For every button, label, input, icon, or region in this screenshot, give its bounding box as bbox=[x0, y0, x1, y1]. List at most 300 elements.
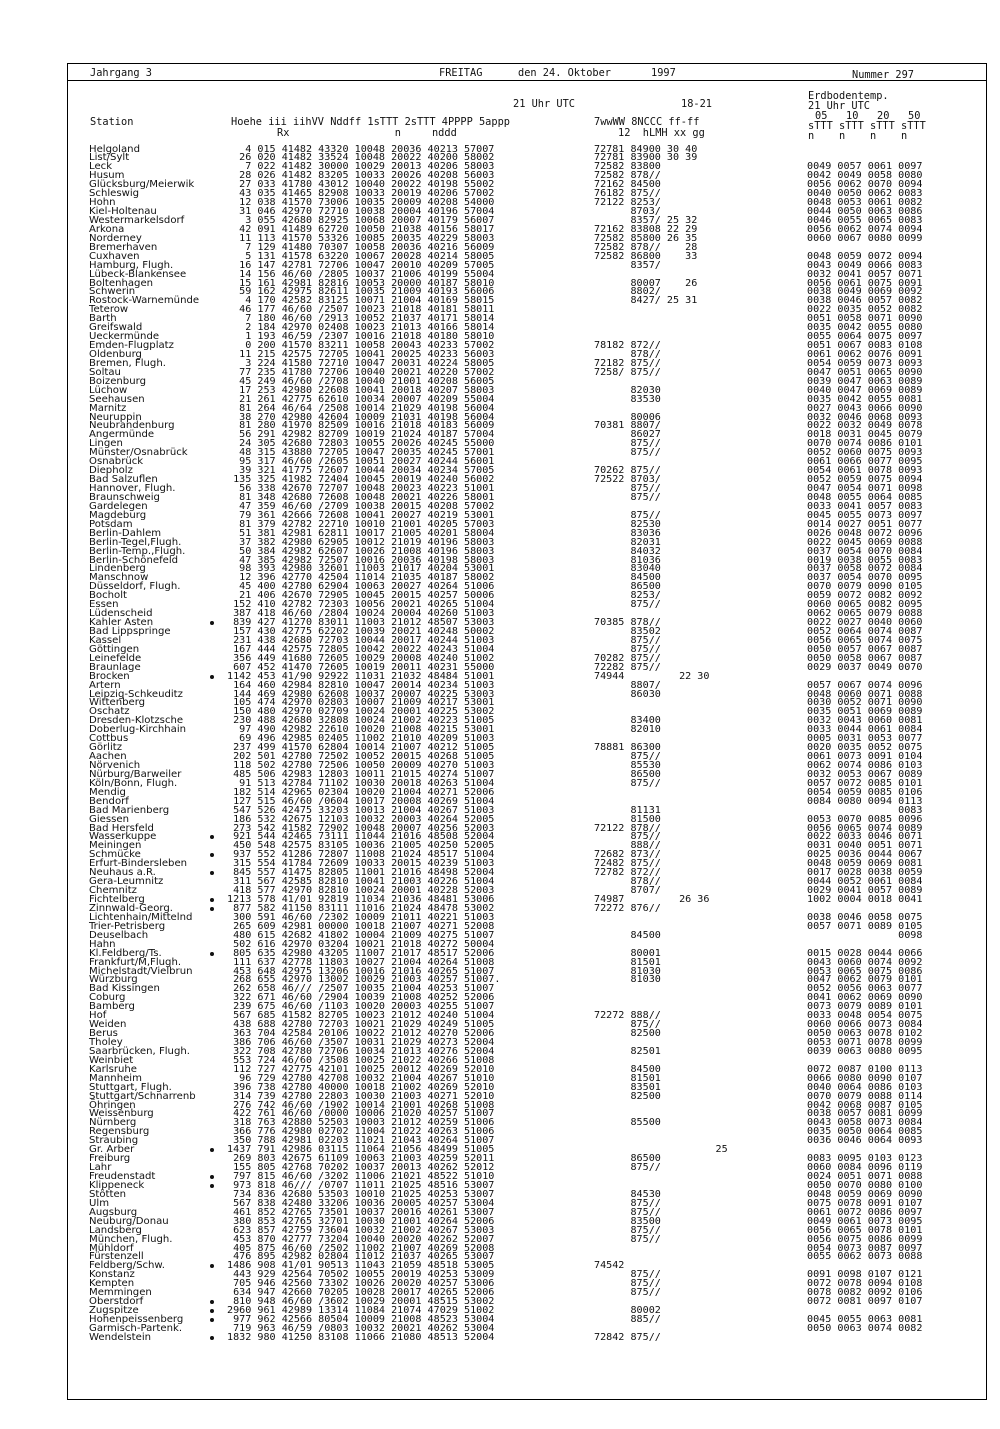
synop-codes: 418 577 42970 82810 10024 20001 40228 52003 bbox=[227, 885, 495, 897]
synop-codes: 28 026 41482 83205 10033 20026 40208 56003 bbox=[227, 170, 495, 182]
weather-codes: 875// bbox=[594, 1224, 661, 1236]
soil-temperatures: 0046 0055 0065 0083 bbox=[807, 214, 923, 226]
synop-codes: 265 609 42981 00000 10018 21007 40271 52008 bbox=[227, 920, 495, 932]
station-name: Freiburg bbox=[89, 1153, 131, 1165]
synop-codes: 300 591 46/60 /2302 10009 21011 40221 51003 bbox=[227, 911, 495, 923]
weather-codes: 70262 875// bbox=[594, 465, 661, 477]
station-name: Bocholt bbox=[89, 590, 127, 602]
soil-temperatures: 0030 0052 0071 0090 bbox=[807, 697, 923, 709]
soil-temperatures: 0032 0041 0057 0071 bbox=[807, 268, 923, 280]
station-name: Weinbiet bbox=[89, 1054, 134, 1066]
station-name: List/Sylt bbox=[89, 152, 130, 164]
station-name: Doberlug-Kirchhain bbox=[89, 724, 187, 736]
weather-codes: 78881 86300 bbox=[594, 742, 661, 754]
soil-temperatures: 0056 0062 0070 0094 bbox=[807, 179, 923, 191]
weather-codes: 875// bbox=[594, 1269, 661, 1281]
station-name: Fürstenzell bbox=[89, 1251, 144, 1263]
weather-codes: 875// bbox=[594, 438, 661, 450]
synop-codes: 59 162 42975 82611 10035 21009 40193 56006 bbox=[227, 286, 495, 298]
weather-codes: 8707/ bbox=[594, 885, 661, 897]
synop-codes: 450 548 42575 83105 10036 21005 40250 52005 bbox=[227, 840, 495, 852]
station-name: Leinefelde bbox=[89, 652, 142, 664]
synop-codes: 12 038 41570 73006 10035 20009 40208 54000 bbox=[227, 197, 495, 209]
weather-codes: 72482 875// bbox=[594, 858, 661, 870]
soil-temperatures: 0027 0043 0066 0090 bbox=[807, 402, 923, 414]
station-name: Boizenburg bbox=[89, 375, 146, 387]
weather-codes: 72272 876// bbox=[594, 902, 661, 914]
weather-codes: 82500 bbox=[594, 1090, 661, 1102]
synop-codes: 318 763 42880 52503 10003 21012 40259 51006 bbox=[227, 1117, 495, 1129]
synop-codes: 157 430 42775 62202 10039 20021 40248 50002 bbox=[227, 625, 495, 637]
soil-temperatures: 0048 0059 0069 0090 bbox=[807, 1188, 923, 1200]
station-name: Hannover, Flugh. bbox=[89, 483, 176, 495]
soil-temperatures: 0044 0050 0063 0086 bbox=[807, 206, 923, 218]
station-name: Kassel bbox=[89, 634, 122, 646]
synop-codes: 144 469 42980 62608 10037 20007 40225 53003 bbox=[227, 688, 495, 700]
synop-codes: 567 838 42480 33206 10036 20005 40257 53004 bbox=[227, 1197, 495, 1209]
soil-temperatures: 0049 0061 0073 0095 bbox=[807, 1215, 923, 1227]
station-name: Boltenhagen bbox=[89, 277, 154, 289]
synop-codes: 322 708 42780 72706 10034 21013 40276 52004 bbox=[227, 1045, 495, 1057]
soil-temperatures: 0083 bbox=[807, 804, 923, 816]
soil-temperatures: 0043 0049 0066 0083 bbox=[807, 259, 923, 271]
synop-codes: 5 131 41578 63220 10067 20028 40214 58005 bbox=[227, 250, 495, 262]
station-name: Berlin-Temp.,Flugh. bbox=[89, 545, 186, 557]
soil-temperatures: 0035 0050 0064 0085 bbox=[807, 1126, 923, 1138]
soil-temperatures: 0038 0057 0081 0099 bbox=[807, 1108, 923, 1120]
soil-temperatures: 0033 0048 0054 0075 bbox=[807, 1010, 923, 1022]
station-name: Ulm bbox=[89, 1197, 110, 1209]
soil-temperatures: 0060 0067 0080 0099 bbox=[807, 232, 923, 244]
station-name: Klippeneck bbox=[89, 1179, 145, 1191]
weather-codes: 7258/ 875// bbox=[594, 366, 661, 378]
synop-codes: 202 501 42780 72502 10052 20015 40268 51005 bbox=[227, 751, 495, 763]
year-label: Jahrgang 3 bbox=[90, 67, 152, 79]
synop-codes: 705 946 42560 73302 10026 20020 40257 53006 bbox=[227, 1278, 495, 1290]
synop-codes: 45 249 46/60 /2708 10040 21001 40208 56005 bbox=[227, 375, 495, 387]
soil-temperatures: 0039 0047 0063 0089 bbox=[807, 375, 923, 387]
synop-codes: 45 400 42780 62904 10063 20027 40264 51006 bbox=[227, 581, 495, 593]
weather-codes: 82530 bbox=[594, 518, 661, 530]
soil-temperatures: 0035 0042 0055 0080 bbox=[807, 322, 923, 334]
station-name: Mühldorf bbox=[89, 1242, 134, 1254]
station-name: Tholey bbox=[89, 1037, 123, 1048]
weather-codes: 875// bbox=[594, 1233, 661, 1245]
synop-codes: 96 729 42780 42708 10032 21004 40267 51010 bbox=[227, 1072, 495, 1084]
synop-codes: 553 724 46/60 /3508 10025 21022 40266 51008 bbox=[227, 1054, 495, 1066]
station-name: Weissenburg bbox=[89, 1108, 154, 1120]
synop-codes: 1 193 46/59 /2307 10016 21018 40180 58010 bbox=[227, 331, 495, 343]
soil-temperatures: 0050 0063 0074 0082 bbox=[807, 1322, 923, 1334]
station-name: Kl.Feldberg/Ts. bbox=[89, 947, 162, 959]
station-name: Oschatz bbox=[89, 706, 130, 718]
synop-codes: 3 224 41580 72710 10047 20031 40224 58005 bbox=[227, 357, 495, 369]
weather-codes: 72122 878// bbox=[594, 822, 661, 834]
station-name: Lübeck-Blankensee bbox=[89, 268, 187, 280]
synop-codes: 81 280 41970 82509 10016 21018 40183 56009 bbox=[227, 420, 495, 432]
station-name: Gr. Arber bbox=[89, 1144, 135, 1156]
mountain-station-marker bbox=[210, 1175, 214, 1179]
weather-codes: 85500 bbox=[594, 1117, 661, 1129]
station-name: Wittenberg bbox=[89, 697, 146, 709]
synop-codes: 111 637 42778 11803 10027 21004 40264 51008 bbox=[227, 956, 495, 968]
soil-temperatures: 0032 0053 0067 0089 bbox=[807, 768, 923, 780]
synop-codes: 350 788 42981 02203 11021 21043 40264 51007 bbox=[227, 1135, 495, 1147]
synop-codes: 461 852 42765 73501 10037 20016 40261 53007 bbox=[227, 1206, 495, 1218]
soil-temperatures: 0022 0045 0069 0088 bbox=[807, 536, 923, 548]
mountain-station-marker bbox=[210, 907, 214, 911]
soil-temperatures: 0036 0046 0064 0093 bbox=[807, 1135, 923, 1147]
weather-codes: 84500 bbox=[594, 929, 661, 941]
soil-temperatures: 0039 0063 0080 0095 bbox=[807, 1045, 923, 1057]
weather-codes: 74944 22 30 bbox=[594, 670, 710, 682]
soil-temperatures: 0020 0035 0052 0075 bbox=[807, 742, 923, 754]
synop-codes: 567 685 41582 82705 10023 21012 40240 51004 bbox=[227, 1010, 495, 1022]
synop-codes: 805 635 42980 43205 11007 21017 48517 52006 bbox=[227, 947, 495, 959]
soil-temperatures: 0032 0043 0060 0081 bbox=[807, 715, 923, 727]
soil-temperatures: 0066 0080 0090 0107 bbox=[807, 1072, 923, 1084]
weather-codes: 875// bbox=[594, 643, 661, 655]
mountain-station-marker bbox=[210, 1148, 214, 1152]
soil-temperatures: 0050 0063 0078 0102 bbox=[807, 1028, 923, 1040]
weather-codes: 875// bbox=[594, 447, 661, 459]
station-name: Frankfurt/M,Flugh. bbox=[89, 956, 182, 968]
soil-temperatures: 0050 0057 0067 0087 bbox=[807, 643, 923, 655]
station-name: Arkona bbox=[89, 223, 125, 235]
soil-temperatures: 0070 0074 0086 0101 bbox=[807, 438, 923, 450]
synop-codes: 262 658 46/// /2507 10035 21004 40253 51007 bbox=[227, 983, 495, 995]
weather-codes: 74542 bbox=[594, 1260, 625, 1272]
synop-codes: 845 557 41475 82805 11001 21016 48498 52004 bbox=[227, 867, 495, 879]
synop-codes: 230 488 42680 32808 10024 21002 40223 51005 bbox=[227, 715, 495, 727]
weather-codes: 8703/ bbox=[594, 206, 661, 218]
soil-temperatures: 0061 0072 0086 0097 bbox=[807, 1206, 923, 1218]
soil-temperatures: 0060 0084 0096 0119 bbox=[807, 1162, 923, 1174]
station-name: Erfurt-Bindersleben bbox=[89, 858, 188, 870]
station-name: Zugspitze bbox=[89, 1305, 139, 1317]
station-name: Mendig bbox=[89, 786, 126, 798]
weather-codes: 888// bbox=[594, 840, 661, 852]
synop-codes: 386 706 46/60 /3507 10031 21029 40273 52004 bbox=[227, 1037, 495, 1048]
synop-codes: 182 514 42965 02304 10020 21004 40271 52006 bbox=[227, 786, 495, 798]
station-name: Hamburg, Flugh. bbox=[89, 259, 174, 271]
soil-temperatures: 0019 0038 0055 0083 bbox=[807, 554, 923, 566]
soil-temperatures: 0022 0033 0046 0071 bbox=[807, 831, 923, 843]
station-name: Schwerin bbox=[89, 286, 136, 298]
synop-codes: 77 235 41780 72706 10040 20021 40220 57002 bbox=[227, 366, 495, 378]
station-name: Augsburg bbox=[89, 1206, 138, 1218]
station-name: Braunlage bbox=[89, 661, 141, 673]
station-name: Schmücke bbox=[89, 849, 141, 861]
station-name: Hohenpeissenberg bbox=[89, 1313, 184, 1325]
table-row bbox=[0, 1332, 1000, 1343]
synop-codes: 607 452 41470 72605 10019 20011 40231 55000 bbox=[227, 661, 495, 673]
station-name: Schleswig bbox=[89, 188, 140, 200]
soil-temperatures: 0045 0055 0063 0081 bbox=[807, 1313, 923, 1325]
station-name: Chemnitz bbox=[89, 885, 137, 897]
synop-codes: 380 853 42765 32701 10030 21001 40264 52006 bbox=[227, 1215, 495, 1227]
synop-codes: 356 449 41680 72605 10029 20008 40240 51002 bbox=[227, 652, 495, 664]
weather-codes: 875// bbox=[594, 483, 661, 495]
station-name: Osnabrück bbox=[89, 456, 144, 468]
soil-temperatures: 0070 0079 0088 0114 bbox=[807, 1090, 923, 1102]
station-name: Görlitz bbox=[89, 742, 123, 754]
station-name: Hahn bbox=[89, 938, 116, 950]
station-name: Nörvenich bbox=[89, 760, 141, 771]
synop-codes: 973 818 46/// /0707 11011 21025 48516 53007 bbox=[227, 1179, 495, 1191]
station-name: Münster/Osnabrück bbox=[89, 447, 188, 459]
synop-codes: 15 161 42981 82816 10053 20000 40187 58010 bbox=[227, 277, 495, 289]
synop-codes: 4 170 42582 83125 10071 21004 40169 58015 bbox=[227, 295, 495, 307]
station-name: Neuhaus a.R. bbox=[89, 867, 156, 879]
synop-codes: 2960 961 42989 13314 11084 21074 47029 51002 bbox=[227, 1305, 495, 1317]
synop-codes: 97 490 42982 22610 10020 21008 40215 53001 bbox=[227, 724, 495, 736]
soil-temperatures: 0035 0051 0069 0089 bbox=[807, 706, 923, 718]
station-name: Artern bbox=[89, 679, 121, 691]
station-name: Ueckermünde bbox=[89, 331, 160, 343]
synop-codes: 38 270 42980 42604 10009 21031 40198 56004 bbox=[227, 411, 495, 423]
soil-temperatures: 0051 0067 0083 0108 bbox=[807, 340, 923, 352]
station-name: Neuruppin bbox=[89, 411, 142, 423]
weather-codes: 84530 bbox=[594, 1188, 661, 1200]
soil-temperatures: 0054 0061 0078 0093 bbox=[807, 465, 923, 477]
soil-temperatures: 0047 0051 0065 0090 bbox=[807, 366, 923, 378]
soil-temperatures: 0050 0070 0080 0100 bbox=[807, 1179, 923, 1191]
weather-codes: 84500 bbox=[594, 1063, 661, 1075]
synop-codes: 17 253 42980 22608 10041 20018 40207 58003 bbox=[227, 384, 495, 396]
soil-temperatures: 0048 0055 0064 0085 bbox=[807, 491, 923, 503]
soil-temperatures: 0051 0058 0071 0090 bbox=[807, 313, 923, 325]
soil-temperatures: 0015 0028 0044 0066 bbox=[807, 947, 923, 959]
weather-codes: 83040 bbox=[594, 563, 661, 575]
weather-codes: 72781 84900 30 40 bbox=[594, 143, 698, 155]
weather-codes: 25 bbox=[594, 1144, 728, 1156]
soil-temperatures: 0059 0072 0082 0092 bbox=[807, 590, 923, 602]
station-name: Öhringen bbox=[89, 1099, 136, 1111]
station-name: Fichtelberg bbox=[89, 894, 145, 906]
synop-codes: 3 055 42680 82925 10068 20007 40179 56007 bbox=[227, 214, 495, 226]
station-name: Aachen bbox=[89, 751, 127, 763]
station-name: Cuxhaven bbox=[89, 250, 140, 262]
weather-codes: 70385 878// bbox=[594, 617, 661, 629]
weather-codes: 72272 888// bbox=[594, 1010, 661, 1022]
soil-temperatures: 0052 0056 0063 0077 bbox=[807, 983, 923, 995]
station-name: Hof bbox=[89, 1010, 107, 1022]
soil-temperatures: 0033 0041 0057 0083 bbox=[807, 500, 923, 512]
soil-temperatures: 0061 0066 0077 0095 bbox=[807, 456, 923, 468]
synop-codes: 186 532 42675 12103 10032 20003 40264 52005 bbox=[227, 813, 495, 825]
soil-temperatures: 0037 0054 0070 0084 bbox=[807, 545, 923, 557]
station-name: Bremen, Flugh. bbox=[89, 357, 166, 369]
station-name: Nürburg/Barweiler bbox=[89, 768, 182, 780]
station-name: Lüchow bbox=[89, 384, 128, 396]
station-name: Trier-Petrisberg bbox=[89, 920, 166, 932]
weather-codes: 83500 bbox=[594, 1215, 661, 1227]
station-name: Bad Marienberg bbox=[89, 804, 170, 816]
synop-codes: 797 815 46/60 /3202 11006 21021 48522 51010 bbox=[227, 1171, 495, 1183]
soil-temperatures: 1002 0004 0018 0041 bbox=[807, 894, 923, 906]
soil-depths: 05 10 20 50 bbox=[815, 110, 921, 122]
synop-codes: 4 015 41482 43320 10048 20036 40213 57007 bbox=[227, 143, 495, 155]
soil-temperatures: 0043 0058 0073 0084 bbox=[807, 1117, 923, 1129]
station-name: Stuttgart, Flugh. bbox=[89, 1081, 172, 1093]
station-name: Essen bbox=[89, 599, 119, 611]
station-name: Leck bbox=[89, 161, 113, 173]
station-name: Kempten bbox=[89, 1278, 135, 1290]
soil-temperatures: 0038 0046 0058 0075 bbox=[807, 911, 923, 923]
soil-temperatures: 0078 0082 0092 0106 bbox=[807, 1287, 923, 1299]
weather-codes: 72122 8253/ bbox=[594, 197, 661, 209]
station-name: Bad Lippspringe bbox=[89, 625, 171, 637]
soil-temperatures: 0049 0057 0061 0097 bbox=[807, 161, 923, 173]
weather-codes: 82030 bbox=[594, 384, 661, 396]
station-name: Dresden-Klotzsche bbox=[89, 715, 184, 727]
soil-temperatures: 0042 0068 0087 0105 bbox=[807, 1099, 923, 1111]
station-name: Landsberg bbox=[89, 1224, 142, 1236]
weather-codes: 72582 86800 33 bbox=[594, 250, 698, 262]
soil-temperatures: 0014 0027 0051 0077 bbox=[807, 518, 923, 530]
station-name: Stötten bbox=[89, 1188, 127, 1200]
synop-codes: 877 582 41150 83111 11016 21024 48478 53002 bbox=[227, 902, 495, 914]
station-name: Berlin-Schönefeld bbox=[89, 554, 179, 566]
station-name: Berlin-Tegel,Flugh. bbox=[89, 536, 182, 548]
synop-codes: 322 671 46/60 /2904 10039 21008 40252 52006 bbox=[227, 992, 495, 1004]
soil-temperatures: 0061 0073 0091 0104 bbox=[807, 751, 923, 763]
soil-temperatures: 0060 0066 0073 0084 bbox=[807, 1019, 923, 1031]
soil-temperatures: 0052 0060 0075 0093 bbox=[807, 447, 923, 459]
weather-codes: 8357/ 25 32 bbox=[594, 214, 698, 226]
station-name: Rostock-Warnemünde bbox=[89, 295, 200, 307]
weather-codes: 81501 bbox=[594, 1072, 661, 1084]
weather-codes: 86500 bbox=[594, 1153, 661, 1165]
station-name: Wendelstein bbox=[89, 1331, 152, 1343]
soil-temperatures: 0055 0062 0073 0088 bbox=[807, 1251, 923, 1263]
soil-temperatures: 0084 0080 0094 0113 bbox=[807, 795, 923, 807]
synop-codes: 127 515 46/60 /0604 10017 20008 40269 51004 bbox=[227, 795, 495, 807]
synop-codes: 719 963 46/59 /0803 10032 20021 40262 53004 bbox=[227, 1322, 495, 1334]
synop-codes: 39 321 41775 72607 10044 20034 40234 57005 bbox=[227, 465, 495, 477]
weather-codes: 875// bbox=[594, 751, 661, 763]
synop-codes: 42 091 41489 62720 10050 21038 40156 58017 bbox=[227, 223, 495, 235]
station-name: Wasserkuppe bbox=[89, 831, 157, 843]
weather-codes: 86500 bbox=[594, 768, 661, 780]
soil-temperatures: 0072 0087 0100 0113 bbox=[807, 1063, 923, 1075]
synop-codes: 485 506 42983 12803 10011 21015 40274 51007 bbox=[227, 768, 495, 780]
soil-temperatures: 0083 0095 0103 0123 bbox=[807, 1153, 923, 1165]
weather-codes: 82501 bbox=[594, 1045, 661, 1057]
weather-codes: 875// bbox=[594, 509, 661, 521]
year-number: 1997 bbox=[651, 67, 676, 79]
weather-codes: 72582 878// bbox=[594, 170, 661, 182]
soil-temperatures: 0056 0065 0078 0101 bbox=[807, 1224, 923, 1236]
synop-codes: 2 184 42970 02408 10023 21013 40166 58014 bbox=[227, 322, 495, 334]
soil-temperatures: 0025 0036 0044 0067 bbox=[807, 849, 923, 861]
station-name: Leipzig-Schkeuditz bbox=[89, 688, 183, 700]
soil-temperatures: 0056 0075 0086 0099 bbox=[807, 1233, 923, 1245]
station-name: Bad Salzuflen bbox=[89, 474, 158, 486]
weather-codes: 83036 bbox=[594, 527, 661, 539]
soil-temperatures: 0072 0081 0097 0107 bbox=[807, 1296, 923, 1308]
synop-codes: 315 554 41784 72609 10033 20015 40239 51003 bbox=[227, 858, 495, 870]
weather-codes: 86030 bbox=[594, 688, 661, 700]
synop-codes: 921 544 42465 73111 11044 21016 48508 52004 bbox=[227, 831, 495, 843]
weather-codes: 83400 bbox=[594, 715, 661, 727]
soil-temperatures: 0044 0052 0061 0084 bbox=[807, 876, 923, 888]
synop-codes: 11 215 42575 72705 10041 20025 40233 56003 bbox=[227, 349, 495, 360]
mountain-station-marker bbox=[210, 952, 214, 956]
synop-codes: 81 379 42782 22710 10010 21001 40205 57003 bbox=[227, 518, 495, 530]
soil-temperatures: 0056 0061 0075 0091 bbox=[807, 277, 923, 289]
synop-codes: 152 410 42782 72303 10056 20021 40265 51004 bbox=[227, 599, 495, 611]
station-name: Seehausen bbox=[89, 393, 145, 405]
synop-codes: 48 315 43880 72705 10047 20035 40245 57001 bbox=[227, 447, 495, 459]
mountain-station-marker bbox=[210, 1300, 214, 1304]
synop-codes: 105 474 42970 02803 10007 21009 40217 53001 bbox=[227, 697, 495, 709]
synop-codes: 623 857 42759 73604 10032 21002 40267 53003 bbox=[227, 1224, 495, 1236]
soil-temperatures: 0070 0079 0090 0105 bbox=[807, 581, 923, 593]
soil-temperatures: 0037 0054 0070 0095 bbox=[807, 572, 923, 584]
soil-n-heading: n n n n bbox=[808, 130, 908, 142]
issue-number: Nummer 297 bbox=[852, 69, 914, 81]
synop-codes: 1437 791 42986 03115 11064 21056 48499 51005 bbox=[227, 1144, 495, 1156]
weather-codes: 875// bbox=[594, 1162, 661, 1174]
weather-codes: 878// bbox=[594, 876, 661, 888]
synop-codes: 734 836 42680 53503 10010 21025 40253 53007 bbox=[227, 1188, 495, 1200]
weather-codes: 70381 8807/ bbox=[594, 420, 661, 432]
soil-temperatures: 0056 0062 0074 0094 bbox=[807, 223, 923, 235]
synop-codes: 405 875 46/60 /2502 11002 21007 40269 52008 bbox=[227, 1242, 495, 1254]
utc-label: 21 Uhr UTC bbox=[513, 98, 575, 110]
station-name: Straubing bbox=[89, 1135, 139, 1147]
soil-temperatures: 0047 0054 0071 0098 bbox=[807, 483, 923, 495]
weather-codes: 78182 872// bbox=[594, 340, 661, 352]
station-name: Lichtenhain/Mittelnd bbox=[89, 911, 193, 923]
soil-temperatures: 0031 0040 0051 0071 bbox=[807, 840, 923, 852]
synop-codes: 50 384 42982 62607 10026 21008 40196 58003 bbox=[227, 545, 495, 557]
weekday-label: FREITAG bbox=[439, 67, 483, 79]
mountain-station-marker bbox=[210, 1309, 214, 1313]
soil-temperatures: 0048 0059 0072 0094 bbox=[807, 250, 923, 262]
synop-codes: 547 526 42475 33203 10013 21004 40267 51003 bbox=[227, 804, 495, 816]
weather-codes: 84032 bbox=[594, 545, 661, 557]
station-name: Bad Hersfeld bbox=[89, 822, 154, 834]
weather-codes: 83530 bbox=[594, 393, 661, 405]
mountain-station-marker bbox=[210, 1336, 214, 1340]
soil-temperatures: 0038 0049 0069 0092 bbox=[807, 286, 923, 298]
station-name: Weiden bbox=[89, 1019, 127, 1031]
mountain-station-marker bbox=[210, 871, 214, 875]
soil-temperatures: 0050 0058 0067 0087 bbox=[807, 652, 923, 664]
synop-codes: 314 739 42780 22803 10030 21003 40271 52010 bbox=[227, 1090, 495, 1102]
weather-codes: 80007 26 bbox=[594, 277, 698, 289]
soil-temperatures: 0053 0071 0078 0099 bbox=[807, 1037, 923, 1048]
station-name: Berlin-Dahlem bbox=[89, 527, 162, 539]
soil-temperatures: 0040 0064 0086 0103 bbox=[807, 1081, 923, 1093]
station-name: Westermarkelsdorf bbox=[89, 214, 185, 226]
synop-codes: 7 022 41482 30000 10029 20013 40206 58003 bbox=[227, 161, 495, 173]
date-label: den 24. Oktober bbox=[518, 67, 611, 79]
soil-temperatures: 0057 0071 0089 0105 bbox=[807, 920, 923, 932]
soil-temperatures: 0018 0031 0045 0079 bbox=[807, 429, 923, 441]
soil-temperatures: 0062 0074 0086 0103 bbox=[807, 760, 923, 771]
synop-codes: 91 513 42784 71102 10030 20018 40263 51004 bbox=[227, 777, 495, 789]
weather-codes: 72282 875// bbox=[594, 661, 661, 673]
station-name: Mannheim bbox=[89, 1072, 142, 1084]
mountain-station-marker bbox=[210, 1184, 214, 1188]
weather-codes: 875// bbox=[594, 634, 661, 646]
soil-temperatures: 0054 0059 0085 0106 bbox=[807, 786, 923, 798]
station-name: Husum bbox=[89, 170, 125, 182]
